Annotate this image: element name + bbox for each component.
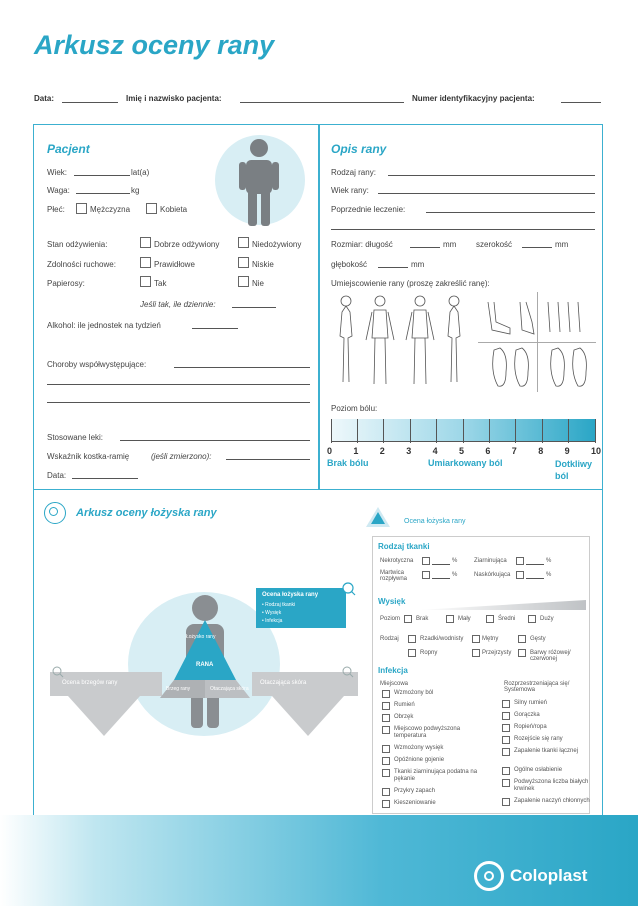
patient-name-field[interactable] bbox=[240, 102, 404, 103]
kind-pink-checkbox[interactable] bbox=[518, 649, 526, 657]
coloplast-logo-icon bbox=[474, 861, 504, 891]
granul-checkbox[interactable] bbox=[516, 557, 524, 565]
infection-checkbox[interactable] bbox=[382, 702, 390, 710]
pain-scale-number: 8 bbox=[538, 446, 544, 456]
magnifier-icon bbox=[44, 502, 66, 524]
callout-item-3: • Infekcja bbox=[262, 618, 283, 624]
level-none-checkbox[interactable] bbox=[404, 615, 412, 623]
pain-tick bbox=[542, 419, 543, 443]
callout-title: Ocena łożyska rany bbox=[262, 592, 319, 598]
person-icon bbox=[236, 138, 282, 228]
epith-label: Naskórkująca bbox=[474, 572, 511, 578]
right-zoom-icon bbox=[342, 666, 354, 678]
pain-scale-axis bbox=[331, 441, 595, 442]
body-outline-icon[interactable] bbox=[330, 292, 470, 392]
mobility-low-checkbox[interactable] bbox=[238, 257, 249, 268]
necrotic-pct: % bbox=[452, 558, 458, 564]
infection-item-label: Tkanki ziarninująca podatna na pękanie bbox=[394, 769, 478, 782]
width-field[interactable] bbox=[522, 247, 552, 248]
infection-item-label: Wzmożony ból bbox=[394, 690, 434, 696]
comorbid-line-3[interactable] bbox=[47, 402, 310, 403]
right-sub-label: Otaczająca skóra bbox=[210, 686, 249, 692]
left-band-label: Ocena brzegów rany bbox=[62, 680, 118, 686]
infection-checkbox[interactable] bbox=[382, 757, 390, 765]
wound-type-label: Rodzaj rany: bbox=[331, 168, 376, 177]
infection-item-label: Ropień/ropa bbox=[514, 724, 547, 730]
date-field[interactable] bbox=[62, 102, 118, 103]
top-section-divider bbox=[318, 124, 320, 490]
right-band-label: Otaczająca skóra bbox=[260, 680, 307, 686]
infection-item-label: Kieszeniowanie bbox=[394, 800, 436, 806]
patient-name-label: Imię i nazwisko pacjenta: bbox=[126, 94, 222, 103]
kind-pus-label: Ropny bbox=[420, 650, 438, 656]
epith-field[interactable] bbox=[526, 578, 544, 579]
feet-outline-icon[interactable] bbox=[480, 292, 598, 392]
weight-unit: kg bbox=[131, 186, 140, 195]
comorbid-line-2[interactable] bbox=[47, 384, 310, 385]
smoker-no-checkbox[interactable] bbox=[238, 276, 249, 287]
callout-zoom-icon bbox=[342, 582, 356, 596]
page-title: Arkusz oceny rany bbox=[34, 30, 275, 60]
smoker-yes-label: Tak bbox=[154, 279, 167, 288]
abi-note: (jeśli zmierzono): bbox=[151, 452, 212, 461]
infection-item-label: Wzmożony wysięk bbox=[394, 745, 444, 751]
smoker-yes-checkbox[interactable] bbox=[140, 276, 151, 287]
pain-mid-label: Umiarkowany ból bbox=[428, 458, 503, 468]
pain-tick bbox=[515, 419, 516, 443]
infection-checkbox[interactable] bbox=[502, 748, 510, 756]
pain-scale-number: 2 bbox=[379, 446, 385, 456]
necrotic-field[interactable] bbox=[432, 564, 450, 565]
mobility-label: Zdolności ruchowe: bbox=[47, 260, 116, 269]
infection-item-label: Miejscowo podwyższona temperatura bbox=[394, 726, 461, 739]
exudate-title: Wysięk bbox=[378, 597, 406, 606]
local-title: Miejscowa bbox=[380, 681, 409, 687]
kind-cloudy-checkbox[interactable] bbox=[472, 635, 480, 643]
per-day-field[interactable] bbox=[232, 307, 276, 308]
patient-id-field[interactable] bbox=[561, 102, 601, 103]
pain-tick bbox=[410, 419, 411, 443]
infection-item-label: Ogólne osłabienie bbox=[514, 767, 563, 773]
necrotic-checkbox[interactable] bbox=[422, 557, 430, 565]
pain-tick bbox=[463, 419, 464, 443]
granul-field[interactable] bbox=[526, 564, 544, 565]
necrotic2-label: Martwica rozpływna bbox=[380, 570, 408, 582]
smoker-label: Papierosy: bbox=[47, 279, 85, 288]
necrotic2-field[interactable] bbox=[432, 578, 450, 579]
abi-label: Wskaźnik kostka-ramię bbox=[47, 452, 130, 461]
kind-cloudy-label: Mętny bbox=[482, 636, 499, 642]
mobility-normal-checkbox[interactable] bbox=[140, 257, 151, 268]
systemic-title: Rozprzestrzeniająca się/ Systemowa bbox=[504, 681, 570, 693]
infection-title: Infekcja bbox=[378, 666, 408, 675]
nutrition-bad-checkbox[interactable] bbox=[238, 237, 249, 248]
kind-label: Rodzaj bbox=[380, 636, 399, 642]
pain-scale-number: 1 bbox=[353, 446, 359, 456]
infection-checkbox[interactable] bbox=[382, 726, 390, 734]
date-label: Data: bbox=[34, 94, 55, 103]
male-checkbox[interactable] bbox=[76, 203, 87, 214]
pain-level-label: Poziom bólu: bbox=[331, 404, 378, 413]
alcohol-field[interactable] bbox=[192, 328, 238, 329]
female-label: Kobieta bbox=[160, 205, 188, 214]
kind-thick-checkbox[interactable] bbox=[518, 635, 526, 643]
abi-date-field[interactable] bbox=[72, 478, 138, 479]
pain-tick bbox=[383, 419, 384, 443]
callout-item-1: • Rodzaj tkanki bbox=[262, 602, 296, 608]
meds-label: Stosowane leki: bbox=[47, 433, 104, 442]
center-sub-label: RANA bbox=[196, 662, 214, 668]
level-high-checkbox[interactable] bbox=[528, 615, 536, 623]
age-label: Wiek: bbox=[47, 168, 67, 177]
level-small-checkbox[interactable] bbox=[446, 615, 454, 623]
depth-label: głębokość bbox=[331, 260, 368, 269]
weight-label: Waga: bbox=[47, 186, 70, 195]
wound-age-field[interactable] bbox=[378, 193, 595, 194]
epith-pct: % bbox=[546, 572, 552, 578]
coloplast-brand: Coloplast bbox=[510, 866, 588, 885]
pain-scale-number: 4 bbox=[432, 446, 438, 456]
depth-unit: mm bbox=[411, 260, 425, 269]
pain-scale-number: 10 bbox=[591, 446, 602, 456]
necrotic2-checkbox[interactable] bbox=[422, 571, 430, 579]
tissue-title: Rodzaj tkanki bbox=[378, 542, 430, 551]
width-label: szerokość bbox=[476, 240, 513, 249]
infection-item-label: Zapalenie naczyń chłonnych bbox=[514, 798, 590, 804]
patient-section-title: Pacjent bbox=[47, 142, 90, 156]
pain-tick bbox=[568, 419, 569, 443]
infection-checkbox[interactable] bbox=[382, 769, 390, 777]
kind-clear-checkbox[interactable] bbox=[472, 649, 480, 657]
pain-tick bbox=[595, 419, 596, 443]
left-zoom-icon bbox=[52, 666, 64, 678]
granul-pct: % bbox=[546, 558, 552, 564]
center-label: Łożysko rany bbox=[186, 634, 216, 640]
pain-scale-number: 5 bbox=[459, 446, 465, 456]
age-unit: lat(a) bbox=[131, 168, 150, 177]
kind-pus-checkbox[interactable] bbox=[408, 649, 416, 657]
infection-item-label: Gorączka bbox=[514, 712, 540, 718]
pain-max-label: Dotkliwy ból bbox=[555, 459, 593, 481]
level-mid-checkbox[interactable] bbox=[486, 615, 494, 623]
per-day-label: Jeśli tak, ile dziennie: bbox=[140, 300, 216, 309]
comorbid-field[interactable] bbox=[174, 367, 310, 368]
triangle-icon bbox=[365, 506, 391, 528]
infection-checkbox[interactable] bbox=[502, 724, 510, 732]
prev-treatment-field[interactable] bbox=[426, 212, 595, 213]
wound-type-field[interactable] bbox=[388, 175, 595, 176]
infection-checkbox[interactable] bbox=[502, 736, 510, 744]
pain-tick bbox=[357, 419, 358, 443]
pain-tick bbox=[331, 419, 332, 443]
pain-scale-number: 0 bbox=[327, 446, 333, 456]
infection-item-label: Podwyższona liczba białych krwinek bbox=[514, 779, 589, 792]
infection-item-label: Silny rumień bbox=[514, 700, 548, 706]
length-field[interactable] bbox=[410, 247, 440, 248]
pain-tick bbox=[489, 419, 490, 443]
footer-band bbox=[0, 815, 638, 906]
bed-section-title: Arkusz oceny łożyska rany bbox=[76, 507, 217, 519]
length-unit: mm bbox=[443, 240, 457, 249]
infection-checkbox[interactable] bbox=[382, 690, 390, 698]
age-field[interactable] bbox=[74, 175, 130, 176]
depth-field[interactable] bbox=[378, 267, 408, 268]
meds-field[interactable] bbox=[120, 440, 310, 441]
infection-checkbox[interactable] bbox=[382, 800, 390, 808]
width-unit: mm bbox=[555, 240, 569, 249]
level-label: Poziom bbox=[380, 616, 401, 622]
location-label: Umiejscowienie rany (proszę zakreślić ranę): bbox=[331, 279, 490, 288]
abi-date-label: Data: bbox=[47, 471, 67, 480]
alcohol-label: Alkohol: ile jednostek na tydzień bbox=[47, 321, 161, 330]
callout-item-2: • Wysięk bbox=[262, 610, 282, 616]
abi-field[interactable] bbox=[226, 459, 310, 460]
prev-treatment-label: Poprzednie leczenie: bbox=[331, 205, 406, 214]
wound-age-label: Wiek rany: bbox=[331, 186, 369, 195]
kind-thin-label: Rzadki/wodnisty bbox=[420, 636, 464, 642]
infection-item-label: Rumień bbox=[394, 702, 415, 708]
sex-label: Płeć: bbox=[47, 205, 65, 214]
infection-checkbox[interactable] bbox=[502, 767, 510, 775]
epith-checkbox[interactable] bbox=[516, 571, 524, 579]
infection-checkbox[interactable] bbox=[382, 714, 390, 722]
mobility-normal-label: Prawidłowe bbox=[154, 260, 195, 269]
level-high-label: Duży bbox=[540, 616, 554, 622]
pain-none-label: Brak bólu bbox=[327, 458, 369, 468]
infection-checkbox[interactable] bbox=[502, 712, 510, 720]
comorbid-label: Choroby współwystępujące: bbox=[47, 360, 147, 369]
infection-item-label: Zapalenie tkanki łącznej bbox=[514, 748, 579, 754]
necrotic-label: Nekrotyczna bbox=[380, 558, 414, 564]
pain-scale-number: 3 bbox=[406, 446, 412, 456]
level-none-label: Brak bbox=[416, 616, 429, 622]
length-label: Rozmiar: długość bbox=[331, 240, 393, 249]
weight-field[interactable] bbox=[76, 193, 130, 194]
infection-checkbox[interactable] bbox=[382, 788, 390, 796]
smoker-no-label: Nie bbox=[252, 279, 265, 288]
kind-clear-label: Przejrzysty bbox=[482, 650, 512, 656]
infection-item-label: Przykry zapach bbox=[394, 788, 436, 794]
granul-label: Ziarninująca bbox=[474, 558, 507, 564]
pain-scale-number: 6 bbox=[485, 446, 491, 456]
pain-tick bbox=[436, 419, 437, 443]
left-sub-label: Brzeg rany bbox=[166, 686, 191, 692]
pain-scale-number: 9 bbox=[564, 446, 570, 456]
nutrition-good-checkbox[interactable] bbox=[140, 237, 151, 248]
infection-checkbox[interactable] bbox=[382, 745, 390, 753]
kind-thick-label: Gęsty bbox=[530, 636, 546, 642]
wound-section-title: Opis rany bbox=[331, 142, 387, 156]
triangle-caption: Ocena łożyska rany bbox=[404, 518, 466, 525]
infection-checkbox[interactable] bbox=[502, 798, 510, 806]
infection-item-label: Obrzęk bbox=[394, 714, 414, 720]
kind-pink-label: Barwy różowej/ czerwonej bbox=[530, 650, 571, 662]
necrotic2-pct: % bbox=[452, 572, 458, 578]
level-mid-label: Średni bbox=[498, 616, 516, 622]
female-checkbox[interactable] bbox=[146, 203, 157, 214]
patient-id-label: Numer identyfikacyjny pacjenta: bbox=[412, 94, 535, 103]
infection-checkbox[interactable] bbox=[502, 779, 510, 787]
prev-treatment-line-2[interactable] bbox=[331, 229, 595, 230]
infection-item-label: Opóźnione gojenie bbox=[394, 757, 445, 763]
mobility-low-label: Niskie bbox=[252, 260, 274, 269]
infection-checkbox[interactable] bbox=[502, 700, 510, 708]
nutrition-label: Stan odżywienia: bbox=[47, 240, 108, 249]
male-label: Mężczyzna bbox=[90, 205, 131, 214]
nutrition-bad-label: Niedożywiony bbox=[252, 240, 302, 249]
level-small-label: Mały bbox=[458, 616, 471, 622]
pain-scale-number: 7 bbox=[511, 446, 517, 456]
infection-item-label: Rozejście się rany bbox=[514, 736, 563, 742]
kind-thin-checkbox[interactable] bbox=[408, 635, 416, 643]
nutrition-good-label: Dobrze odżywiony bbox=[154, 240, 220, 249]
